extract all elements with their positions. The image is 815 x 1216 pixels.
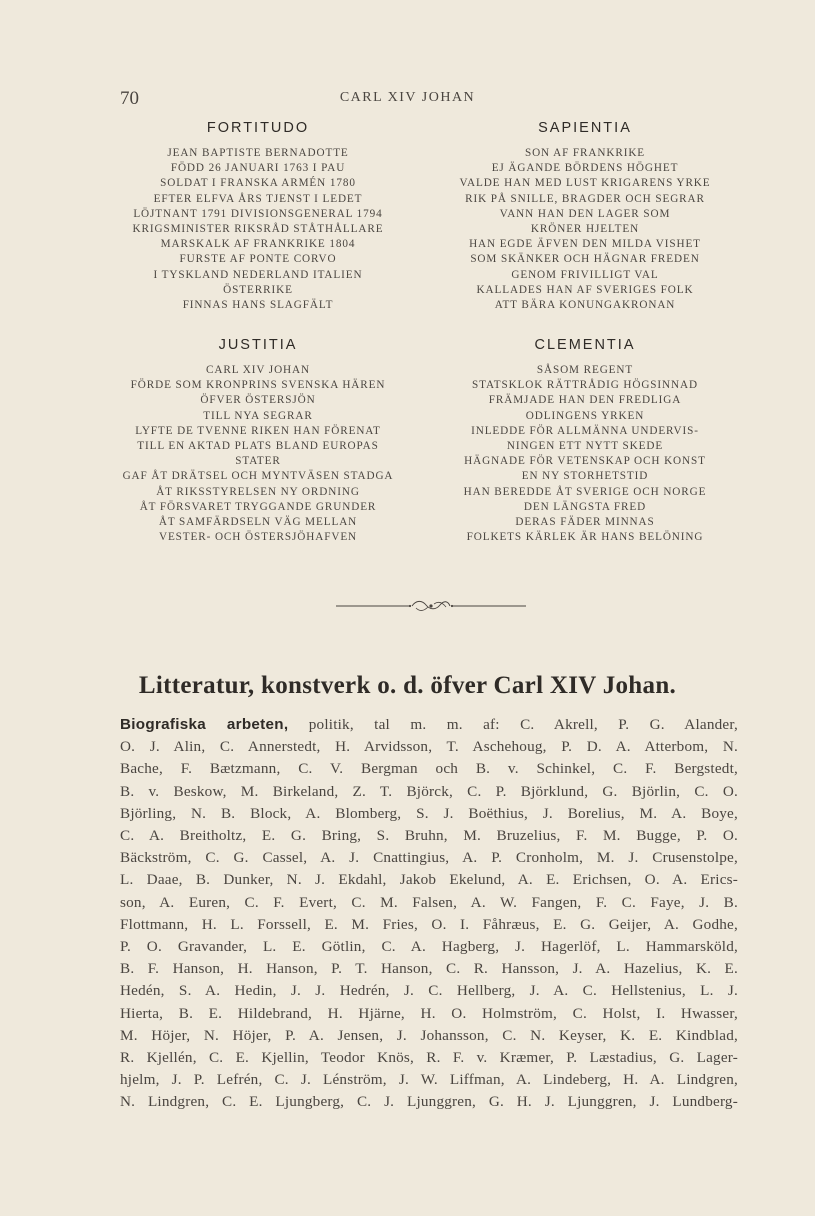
inscription-line: EJ ÄGANDE BÖRDENS HÖGHET <box>491 162 679 175</box>
inscription-title: CLEMENTIA <box>534 337 636 353</box>
inscription-line: KALLADES HAN AF SVERIGES FOLK <box>476 283 694 296</box>
inscription-line: FÖDD 26 JANUARI 1763 I PAU <box>170 162 346 175</box>
inscription-sapientia <box>425 120 745 313</box>
inscription-line: FOLKETS KÄRLEK ÄR HANS BELÖNING <box>466 531 704 544</box>
inscription-line: STATER <box>235 455 281 468</box>
inscription-clementia <box>425 337 745 545</box>
inscription-line: EFTER ELFVA ÅRS TJENST I LEDET <box>153 192 363 205</box>
inscription-line: FINNAS HANS SLAGFÄLT <box>182 299 334 312</box>
bibliography-line <box>120 714 738 736</box>
bibliography-line: Bache, F. Bætzmann, C. V. Bergman och B. v. Schinkel, C. F. Bergstedt, <box>120 760 738 778</box>
inscription-lines <box>98 363 418 545</box>
inscription-line: VALDE HAN MED LUST KRIGARENS YRKE <box>459 177 711 190</box>
page-number: 70 <box>120 88 139 109</box>
inscription-line: NINGEN ETT NYTT SKEDE <box>506 440 664 453</box>
inscription-line: SOM SKÄNKER OCH HÄGNAR FREDEN <box>470 253 700 266</box>
inscription-line: STATSKLOK RÄTTRÅDIG HÖGSINNAD <box>472 379 698 392</box>
inscription-line: FÖRDE SOM KRONPRINS SVENSKA HÄREN <box>130 379 386 392</box>
bibliography-line: O. J. Alin, C. Annerstedt, H. Arvidsson, T. Aschehoug, P. D. A. Atterbom, N. <box>120 738 738 756</box>
running-head <box>120 88 695 110</box>
inscription-line: FRÄMJADE HAN DEN FREDLIGA <box>488 394 682 407</box>
inscription-line: KRIGSMINISTER RIKSRÅD STÅTHÅLLARE <box>132 223 384 236</box>
inscription-lines <box>425 363 745 545</box>
bibliography-paragraph <box>120 714 738 1114</box>
inscription-line: MARSKALK AF FRANKRIKE 1804 <box>160 238 356 251</box>
bibliography-line: P. O. Gravander, L. E. Götlin, C. A. Hagberg, J. Hagerlöf, L. Hammarsköld, <box>120 938 738 956</box>
bibliography-line: M. Höjer, N. Höjer, P. A. Jensen, J. Johansson, C. N. Keyser, K. E. Kindblad, <box>120 1026 738 1044</box>
inscription-line: KRÖNER HJELTEN <box>530 223 640 236</box>
inscription-line: HÄGNADE FÖR VETENSKAP OCH KONST <box>464 455 706 468</box>
bibliography-line: R. Kjellén, C. E. Kjellin, Teodor Knös, R. F. v. Kræmer, P. Læstadius, G. Lager- <box>120 1049 738 1067</box>
inscription-line: JEAN BAPTISTE BERNADOTTE <box>167 147 349 159</box>
inscription-line: GAF ÅT DRÄTSEL OCH MYNTVÄSEN STADGA <box>122 470 394 483</box>
inscription-line: DEN LÄNGSTA FRED <box>523 500 647 513</box>
inscription-line: EN NY STORHETSTID <box>521 470 649 483</box>
inscription-line: HAN BEREDDE ÅT SVERIGE OCH NORGE <box>463 485 707 498</box>
bibliography-line: Flottmann, H. L. Forssell, E. M. Fries, O. I. Fåhræus, E. G. Geijer, A. Godhe, <box>120 915 738 933</box>
inscription-line: SON AF FRANKRIKE <box>524 147 646 159</box>
inscription-line: ÅT FÖRSVARET TRYGGANDE GRUNDER <box>139 500 377 513</box>
inscription-line: ÖSTERRIKE <box>223 283 293 296</box>
bibliography-line: Björling, N. B. Block, A. Blomberg, S. J. Boëthius, J. Borelius, M. A. Boye, <box>120 804 738 822</box>
bibliography-line-text: politik, tal m. m. af: C. Akrell, P. G. Alander, <box>308 716 738 733</box>
inscription-line: VANN HAN DEN LAGER SOM <box>499 207 671 220</box>
inscription-line: ÅT SAMFÄRDSELN VÄG MELLAN <box>158 516 358 529</box>
inscription-justitia <box>98 337 418 545</box>
inscription-line: ODLINGENS YRKEN <box>525 409 645 422</box>
inscription-line: HAN EGDE ÄFVEN DEN MILDA VISHET <box>469 238 701 251</box>
bibliography-line: L. Daae, B. Dunker, N. J. Ekdahl, Jakob Ekelund, A. E. Erichsen, O. A. Erics- <box>120 871 738 889</box>
running-title: CARL XIV JOHAN <box>339 90 476 105</box>
inscription-line: LYFTE DE TVENNE RIKEN HAN FÖRENAT <box>135 424 381 437</box>
inscription-line: TILL EN AKTAD PLATS BLAND EUROPAS <box>137 440 379 453</box>
inscription-line: SOLDAT I FRANSKA ARMÉN 1780 <box>160 177 356 190</box>
inscription-line: RIK PÅ SNILLE, BRAGDER OCH SEGRAR <box>465 192 705 205</box>
inscription-title: SAPIENTIA <box>538 120 632 136</box>
inscription-line: INLEDDE FÖR ALLMÄNNA UNDERVIS- <box>471 424 699 437</box>
bibliography-line: hjelm, J. P. Lefrén, C. J. Lénström, J. W. Liffman, A. Lindeberg, H. A. Lindgren, <box>120 1071 738 1089</box>
inscription-line: TILL NYA SEGRAR <box>203 409 313 422</box>
section-heading: Litteratur, konstverk o. d. öfver Carl XIV Johan. <box>138 672 677 699</box>
inscription-line: SÅSOM REGENT <box>536 364 634 376</box>
inscription-line: I TYSKLAND NEDERLAND ITALIEN <box>153 268 363 281</box>
inscription-line: DERAS FÄDER MINNAS <box>515 516 655 529</box>
bibliography-line: B. v. Beskow, M. Birkeland, Z. T. Björck, C. P. Björklund, G. Björlin, C. O. <box>120 782 738 800</box>
bibliography-line: Bäckström, C. G. Cassel, A. J. Cnattingius, A. P. Cronholm, M. J. Crusenstolpe, <box>120 849 738 867</box>
bibliography-line: N. Lindgren, C. E. Ljungberg, C. J. Ljunggren, G. H. J. Ljunggren, J. Lundberg- <box>120 1093 738 1111</box>
bibliography-line: Hierta, B. E. Hildebrand, H. Hjärne, H. O. Holmström, C. Holst, I. Hwasser, <box>120 1004 738 1022</box>
inscription-line: GENOM FRIVILLIGT VAL <box>511 268 659 281</box>
bibliography-line: son, A. Euren, C. F. Evert, C. M. Falsen, A. W. Fangen, F. C. Faye, J. B. <box>120 893 738 911</box>
inscription-line: LÖJTNANT 1791 DIVISIONSGENERAL 1794 <box>133 207 383 220</box>
bibliography-line: C. A. Breitholtz, E. G. Bring, S. Bruhn, M. Bruzelius, F. M. Bugge, P. O. <box>120 827 738 845</box>
ornament-divider-icon <box>336 598 526 614</box>
bibliography-line: B. F. Hanson, H. Hanson, P. T. Hanson, C. R. Hansson, J. A. Hazelius, K. E. <box>120 960 738 978</box>
inscription-lines <box>425 146 745 313</box>
inscription-fortitudo <box>98 120 418 313</box>
bibliography-line: Hedén, S. A. Hedin, J. J. Hedrén, J. C. Hellberg, J. A. C. Hellstenius, L. J. <box>120 982 738 1000</box>
inscription-line: VESTER- OCH ÖSTERSJÖHAFVEN <box>158 531 358 544</box>
bibliography-lead: Biografiska arbeten, <box>120 716 289 733</box>
inscription-title: FORTITUDO <box>206 120 310 136</box>
inscription-line: FURSTE AF PONTE CORVO <box>179 253 337 266</box>
inscription-line: ATT BÄRA KONUNGAKRONAN <box>494 299 676 312</box>
inscription-line: CARL XIV JOHAN <box>206 364 310 376</box>
inscription-line: ÅT RIKSSTYRELSEN NY ORDNING <box>156 485 360 498</box>
inscription-lines <box>98 146 418 313</box>
inscription-title: JUSTITIA <box>218 337 298 353</box>
inscription-line: ÖFVER ÖSTERSJÖN <box>200 394 316 407</box>
